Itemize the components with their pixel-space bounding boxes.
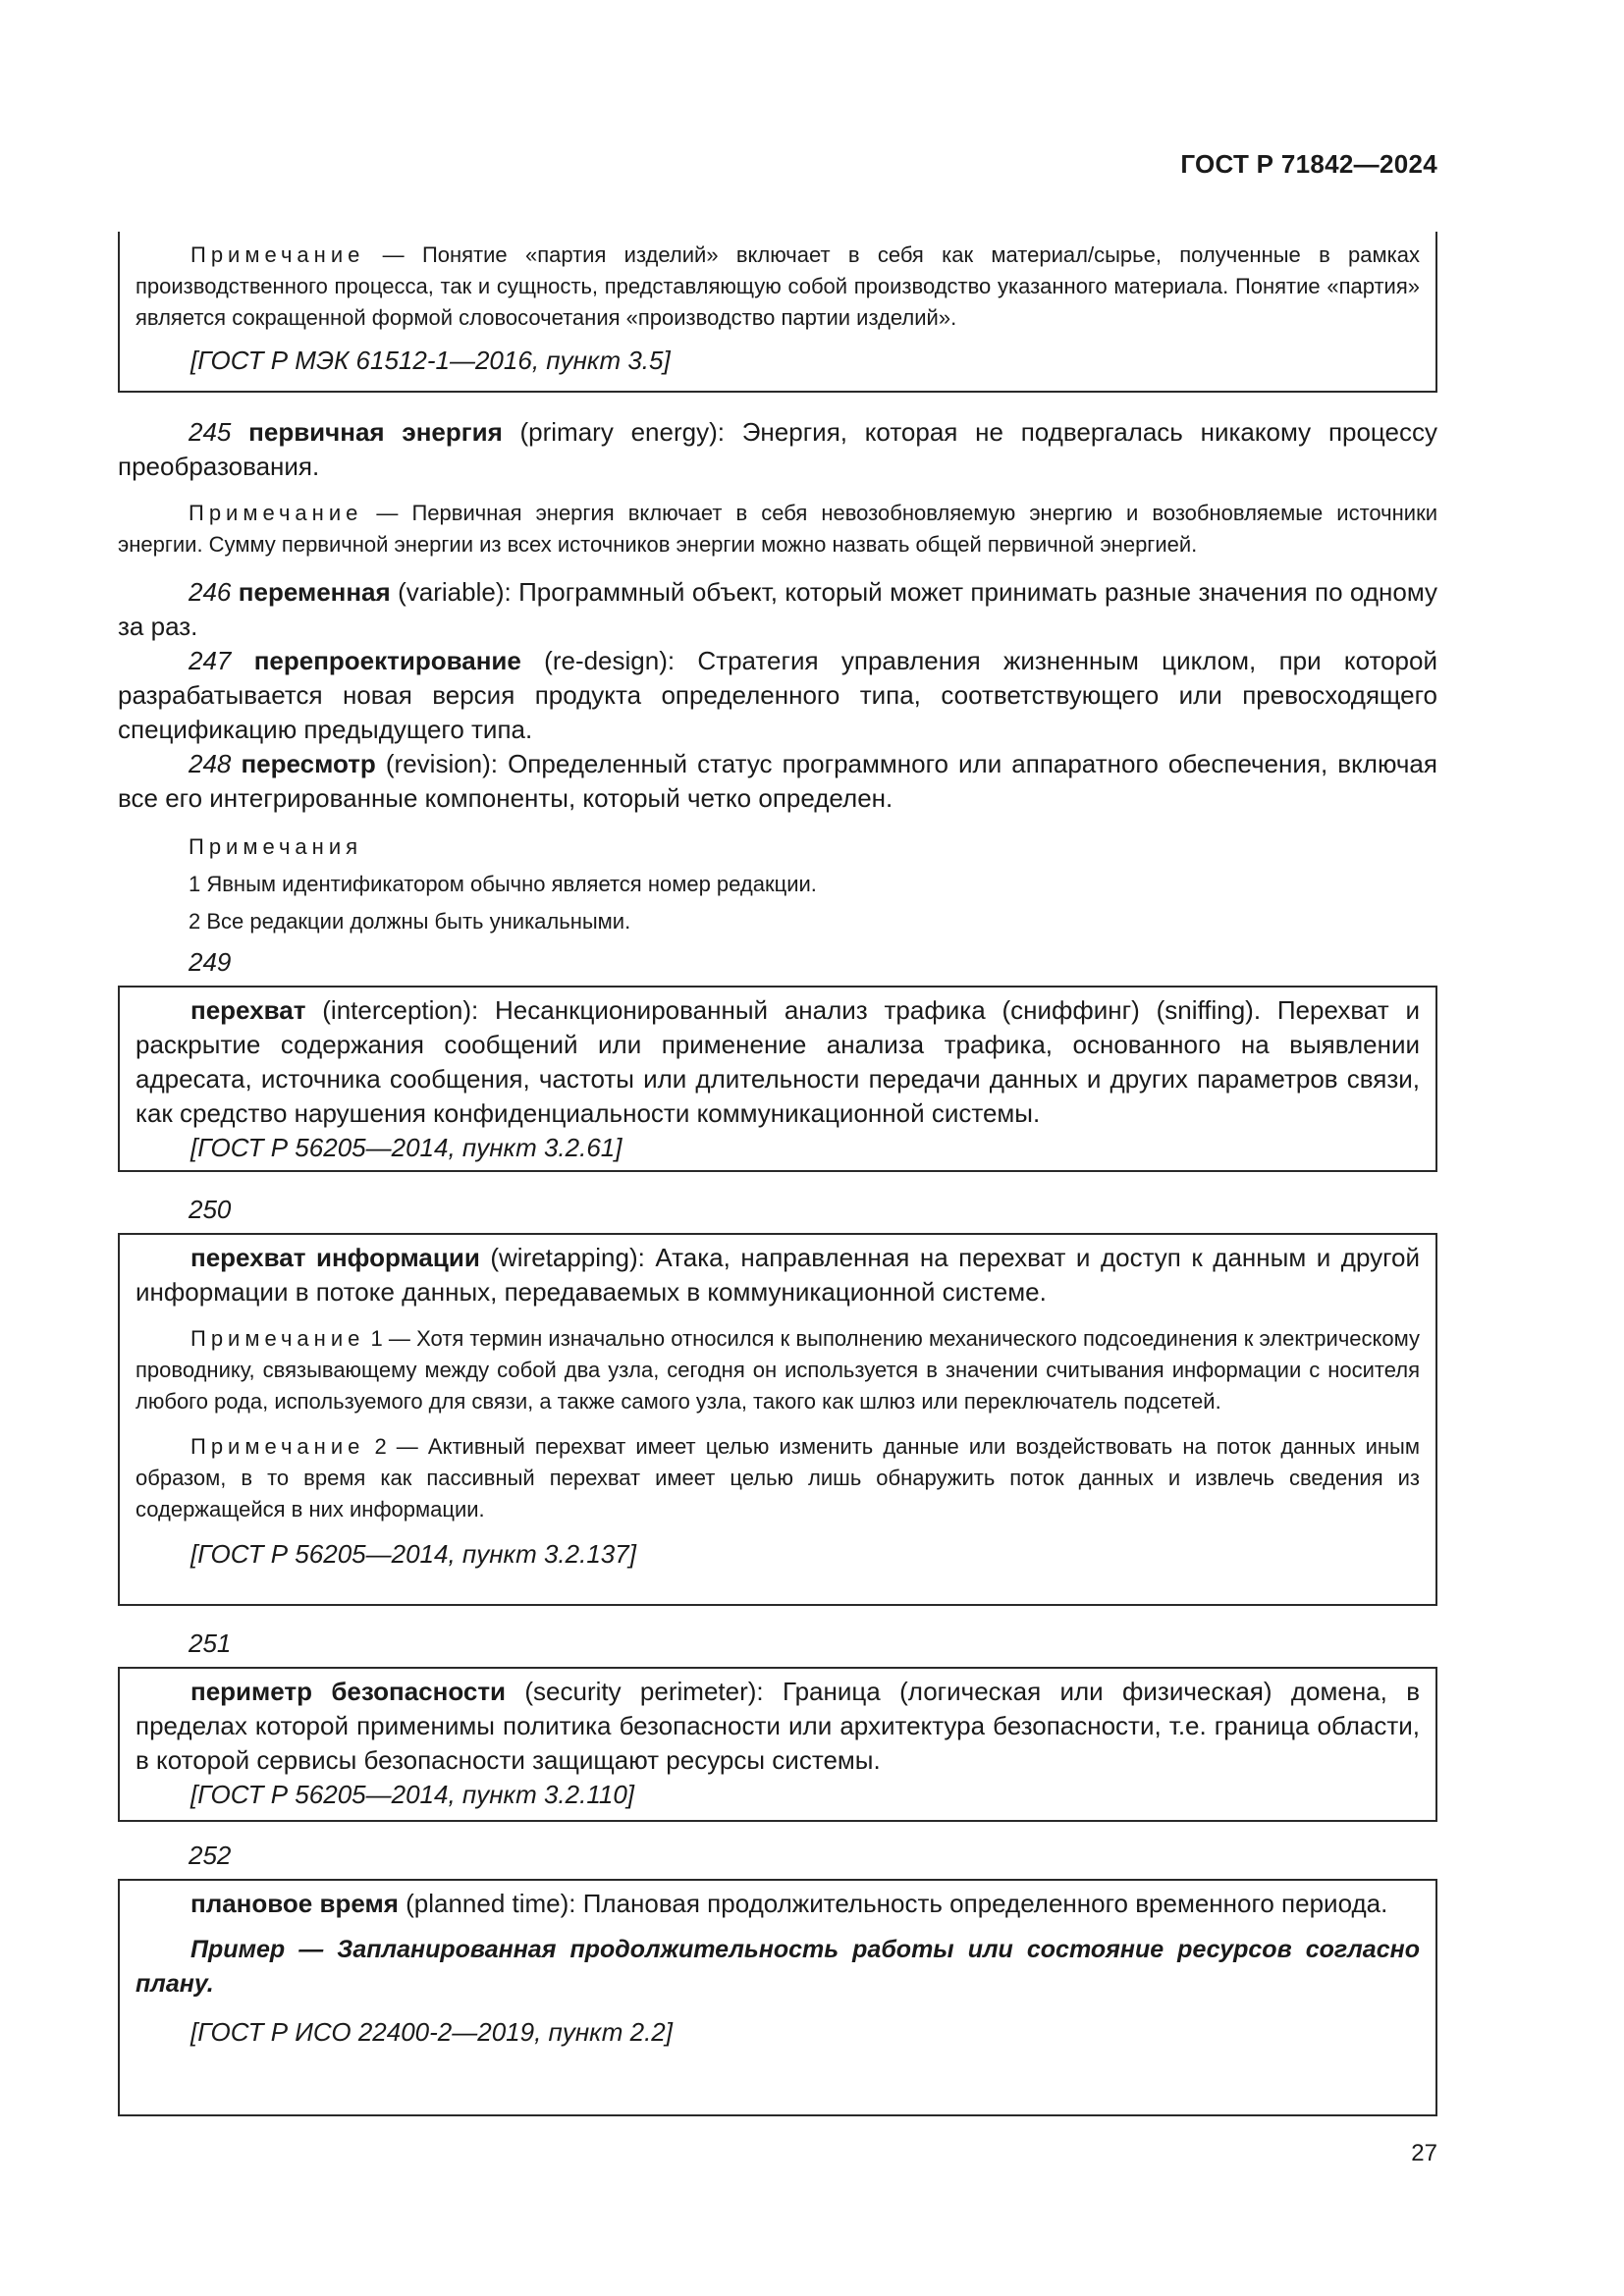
- term-text: : Граница (логическая или физическая) домена, в пределах которой применимы политика безопасности или архитектура безопасности, т.е. граница области, в которой сервисы безопасности защищают ресурсы системы.: [135, 1677, 1421, 1775]
- term-name: перехват: [190, 995, 306, 1025]
- term-text: : Определенный статус программного или аппаратного обеспечения, включая все его интегрированные компоненты, который четко определен.: [118, 749, 1437, 813]
- note-label: Примечание: [190, 1434, 365, 1459]
- term-247: [118, 644, 1437, 747]
- note-2: 2 Все редакции должны быть уникальными.: [189, 909, 631, 934]
- term-name: плановое время: [190, 1889, 399, 1918]
- term-english: (variable): [390, 577, 505, 607]
- term-box-252: [118, 1879, 1437, 2116]
- term-english: (planned time): [398, 1889, 569, 1918]
- note-label: Примечание: [189, 501, 363, 525]
- term-english: (primary energy): [502, 417, 718, 447]
- source-reference: [ГОСТ Р 56205—2014, пункт 3.2.137]: [190, 1539, 636, 1569]
- term-box-251: [118, 1667, 1437, 1822]
- note-label: Примечание: [190, 242, 365, 267]
- term-text: : Энергия, которая не подвергалась никакому процессу преобразования.: [118, 417, 1437, 481]
- notes-label: Примечания: [189, 834, 363, 859]
- source-reference: [ГОСТ Р МЭК 61512-1—2016, пункт 3.5]: [190, 346, 671, 375]
- term-text: : Программный объект, который может принимать разные значения по одному за раз.: [118, 577, 1437, 641]
- term-box-250: [118, 1233, 1437, 1606]
- note-text: 2 — Активный перехват имеет целью изменить данные или воздействовать на поток данных иным образом, в то время как пассивный перехват имеет целью лишь обнаружить поток данных и извлечь сведения из содержащейся в них информации.: [135, 1434, 1420, 1522]
- term-english: (security perimeter): [506, 1677, 757, 1706]
- term-english: (wiretapping): [479, 1243, 638, 1272]
- note-2: [135, 1431, 1420, 1525]
- document-id: ГОСТ Р 71842—2024: [1180, 149, 1437, 179]
- term-text: : Стратегия управления жизненным циклом, при которой разрабатывается новая версия продукта определенного типа, соответствующего или превосходящего спецификацию предыдущего типа.: [118, 646, 1437, 744]
- term-english: (interception): [305, 995, 471, 1025]
- term-245: [118, 415, 1437, 561]
- note-text: — Понятие «партия изделий» включает в себя как материал/сырье, полученные в рамках производственного процесса, так и сущность, представляющую собой производство указанного материала. Понятие «партия» является сокращенной формой словосочетания «производство партии изделий».: [135, 242, 1420, 330]
- term-name: первичная энергия: [248, 417, 503, 447]
- source-reference: [ГОСТ Р 56205—2014, пункт 3.2.110]: [190, 1780, 635, 1809]
- example: Пример — Запланированная продолжительность работы или состояние ресурсов согласно плану.: [135, 1936, 1420, 1998]
- term-text: : Плановая продолжительность определенного временного периода.: [568, 1889, 1388, 1918]
- note-text: — Первичная энергия включает в себя невозобновляемую энергию и возобновляемые источники энергии. Сумму первичной энергии из всех источников энергии можно назвать общей первичной энергией.: [118, 501, 1437, 557]
- page-number: 27: [1411, 2140, 1437, 2166]
- note-1: 1 Явным идентификатором обычно является номер редакции.: [189, 872, 817, 896]
- term-definition: [135, 1675, 1420, 1778]
- term-number: 246: [189, 577, 232, 607]
- term-english: (revision): [375, 749, 491, 778]
- notes-heading: [118, 831, 1437, 863]
- term-number: 245: [189, 417, 232, 447]
- term-definition: [118, 575, 1437, 644]
- term-definition: [118, 644, 1437, 747]
- source-reference: [ГОСТ Р ИСО 22400-2—2019, пункт 2.2]: [190, 2017, 673, 2047]
- note-label: Примечание: [190, 1326, 365, 1351]
- term-box-244-continuation: [118, 232, 1437, 393]
- term-number-251: 251: [189, 1629, 232, 1658]
- term-box-249: [118, 986, 1437, 1172]
- term-name: перехват информации: [190, 1243, 480, 1272]
- term-248: [118, 747, 1437, 937]
- term-name: переменная: [238, 577, 391, 607]
- term-246: [118, 575, 1437, 644]
- term-number-250: 250: [189, 1195, 232, 1224]
- document-page: [118, 0, 1437, 2296]
- term-definition: [135, 1241, 1420, 1309]
- term-number: 247: [189, 646, 232, 675]
- term-name: перепроектирование: [253, 646, 521, 675]
- term-english: (re-design): [520, 646, 668, 675]
- term-text: : Атака, направленная на перехват и доступ к данным и другой информации в потоке данных, передаваемых в коммуникационной системе.: [135, 1243, 1421, 1307]
- term-number: 248: [189, 749, 232, 778]
- note: [135, 240, 1420, 334]
- term-number-249: 249: [189, 947, 232, 977]
- term-definition: [135, 993, 1420, 1131]
- term-name: периметр безопасности: [190, 1677, 507, 1706]
- note-text: 1 — Хотя термин изначально относился к выполнению механического подсоединения к электрическому проводнику, связывающему между собой два узла, сегодня он используется в значении считывания информации с носителя любого рода, используемого для связи, а также самого узла, такого как шлюз или переключатель подсетей.: [135, 1326, 1420, 1414]
- term-definition: [135, 1887, 1420, 1921]
- term-definition: [118, 747, 1437, 816]
- term-number-252: 252: [189, 1841, 232, 1870]
- note: [118, 498, 1437, 561]
- term-definition: [118, 415, 1437, 484]
- source-reference: [ГОСТ Р 56205—2014, пункт 3.2.61]: [190, 1133, 623, 1162]
- term-name: пересмотр: [241, 749, 376, 778]
- note-1: [135, 1323, 1420, 1417]
- term-text: : Несанкционированный анализ трафика (сниффинг) (sniffing). Перехват и раскрытие содержания сообщений или применение анализа трафика, основанного на выявлении адресата, источника сообщения, частоты или длительности передачи данных и других параметров связи, как средство нарушения конфиденциальности коммуникационной системы.: [135, 995, 1420, 1128]
